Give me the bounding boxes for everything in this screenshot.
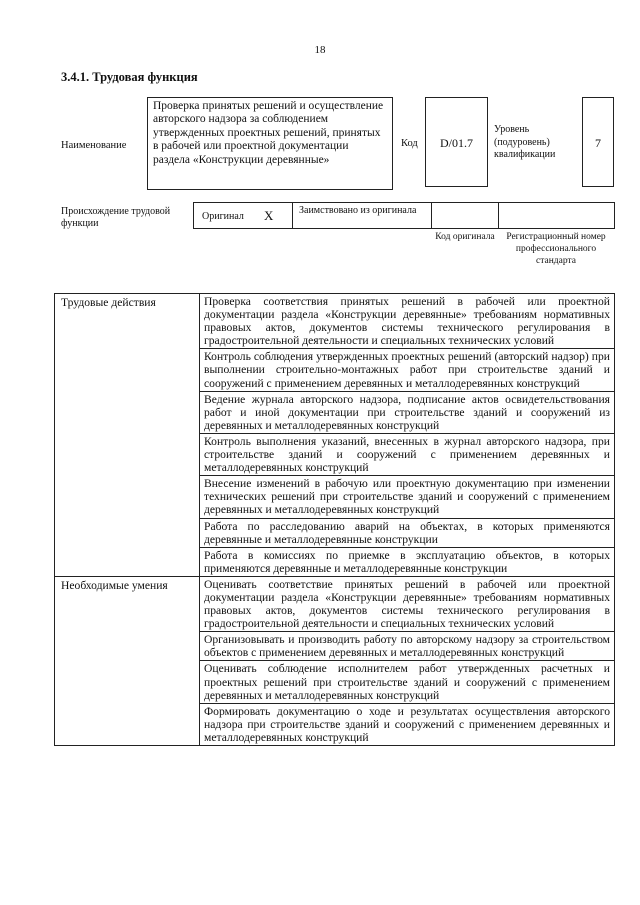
- table-row: [55, 576, 615, 631]
- code-box: [425, 97, 488, 187]
- original-label: Оригинал: [202, 211, 244, 222]
- code-original-label: Код оригинала: [435, 232, 495, 242]
- item-cell: Контроль соблюдения утвержденных проектных решений (авторский надзор) при выполнении строительно-монтажных работ при строительстве зданий и сооружений с применением деревянных и металлодеревянных конструкций: [200, 349, 615, 391]
- name-label: Наименование: [61, 140, 127, 151]
- original-cell: [193, 202, 293, 229]
- item-cell: Оценивать соответствие принятых решений в рабочей или проектной документации раздела «Конструкции деревянные» требованиям нормативных правовых актов, документов системы технического регулирования в градостроительной деятельности и специальных технических условий: [200, 576, 615, 631]
- category-cell: Необходимые умения: [55, 576, 200, 745]
- borrowed-label: Заимствовано из оригинала: [299, 205, 417, 216]
- page-number: 18: [314, 44, 326, 56]
- item-cell: Формировать документацию о ходе и результатах осуществления авторского надзора при строительстве зданий и сооружений с применением деревянных и металлодеревянных конструкций: [200, 703, 615, 745]
- borrowed-cell: [292, 202, 432, 229]
- item-cell: Контроль выполнения указаний, внесенных в журнал авторского надзора, при строительстве зданий и сооружений с применением деревянных и металлодеревянных конструкций: [200, 433, 615, 475]
- item-cell: Работа в комиссиях по приемке в эксплуатацию объектов, в которых применяются деревянные и металлодеревянные конструкции: [200, 547, 615, 576]
- function-name-box: Проверка принятых решений и осуществление авторского надзора за соблюдением утвержденных проектных решений, принятых в рабочей или проектной документации раздела «Конструкции деревянные»: [147, 97, 393, 190]
- code-label: Код: [401, 138, 418, 149]
- code-original-cell: [431, 202, 499, 229]
- level-box: [582, 97, 614, 187]
- table-row: [55, 294, 615, 349]
- item-cell: Внесение изменений в рабочую или проектную документацию при изменении технических решений при строительстве зданий и сооружений с применением деревянных и металлодеревянных конструкций: [200, 476, 615, 518]
- item-cell: Организовывать и производить работу по авторскому надзору за строительством объектов с применением деревянных и металлодеревянных конструкций: [200, 632, 615, 661]
- level-value: 7: [595, 136, 601, 150]
- level-label: Уровень (подуровень) квалификации: [494, 124, 556, 160]
- item-cell: Оценивать соблюдение исполнителем работ утвержденных расчетных и проектных решений при строительстве зданий и сооружений с применением деревянных и металлодеревянных конструкций: [200, 661, 615, 703]
- original-mark: X: [264, 208, 274, 223]
- item-cell: Проверка соответствия принятых решений в рабочей или проектной документации раздела «Конструкции деревянные» требованиям нормативных правовых актов, документов системы технического регулирования в градостроительной деятельности и специальных технических условий: [200, 294, 615, 349]
- reg-number-cell: [498, 202, 615, 229]
- origin-label: Происхождение трудовой функции: [61, 206, 171, 229]
- labor-function-table: [54, 293, 615, 746]
- category-cell: Трудовые действия: [55, 294, 200, 577]
- item-cell: Ведение журнала авторского надзора, подписание актов освидетельствования работ и иной документации при строительстве зданий и сооружений из деревянных и металлодеревянных конструкций: [200, 391, 615, 433]
- code-value: D/01.7: [440, 136, 473, 150]
- item-cell: Работа по расследованию аварий на объектах, в которых применяются деревянные и металлодеревянные конструкции: [200, 518, 615, 547]
- section-title: 3.4.1. Трудовая функция: [61, 70, 198, 84]
- reg-number-label: Регистрационный номер профессионального стандарта: [506, 232, 606, 266]
